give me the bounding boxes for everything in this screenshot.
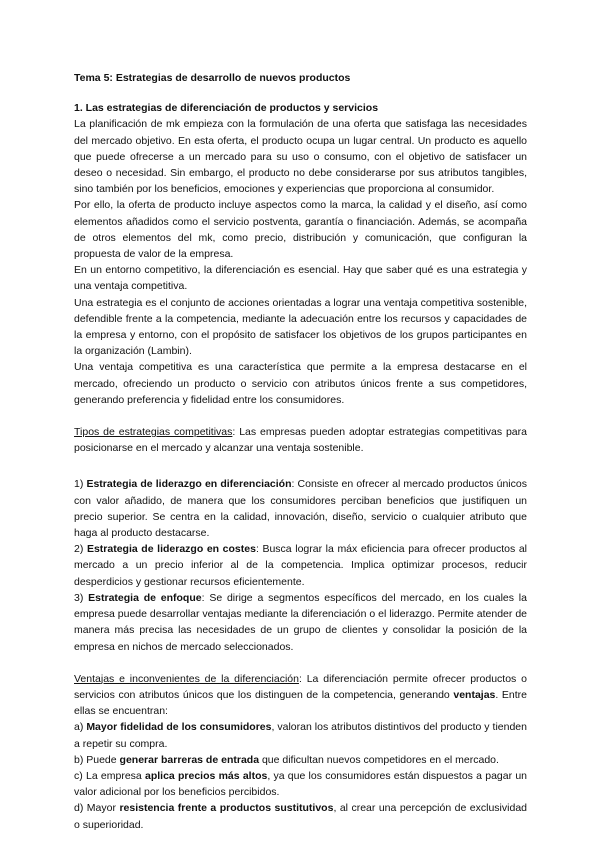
item-prefix: a)	[74, 721, 87, 734]
item-text: , valoran los atributos distintivos del producto y tienden a repetir su compra.	[74, 721, 527, 750]
estrategia-item	[74, 476, 527, 541]
paragraph-oferta: Por ello, la oferta de producto incluye aspectos como la marca, la calidad y el diseño, así como elementos añadidos como el servicio postventa, garantía o financiación. Además, se acompaña de otros elementos del mk, como precio, distribución y comunicación, que configuran la propuesta de valor de la empresa.	[74, 199, 527, 261]
section-heading: 1. Las estrategias de diferenciación de productos y servicios	[74, 102, 379, 115]
item-prefix: d) Mayor	[74, 802, 120, 815]
tipos-text: : Las empresas pueden adoptar estrategias competitivas para posicionarse en el mercado y alcanzar una ventaja sostenible.	[74, 426, 527, 455]
ventaja-item	[74, 800, 527, 832]
ventajas-bold: ventajas	[453, 688, 496, 701]
item-title: Estrategia de liderazgo en costes	[86, 543, 256, 556]
ventajas-text-after: . Entre ellas se encuentran:	[74, 688, 528, 718]
paragraph-estrategia: Una estrategia es el conjunto de acciones orientadas a lograr una ventaja competitiva sostenible, defendible frente a la competencia, mediante la adecuación entre los recursos y capacidades de la empresa y entorno, con el propósito de satisfacer los objetivos de los grupos participantes en la organización (Lambin).	[74, 296, 527, 358]
item-text: : Busca lograr la máx eficiencia para ofrecer productos al mercado a un precio inferior al de la competencia. Implica optimizar procesos, reducir desperdicios y gestionar recursos eficientemente.	[74, 543, 527, 588]
ventaja-item	[74, 768, 527, 800]
ventajas-label: Ventajas e inconvenientes de la diferenciación	[74, 672, 299, 685]
paragraph-diferenciacion: En un entorno competitivo, la diferenciación es esencial. Hay que saber qué es una estrategia y una ventaja competitiva.	[74, 264, 527, 293]
item-number: 2)	[74, 543, 87, 556]
item-text: que dificultan nuevos competidores en el mercado.	[259, 753, 499, 766]
paragraph-tipos	[74, 424, 527, 456]
paragraph-ventaja-competitiva: Una ventaja competitiva es una característica que permite a la empresa destacarse en el mercado, ofreciendo un producto o servicio con atributos únicos frente a sus competidores, generando preferencia y fidelidad entre los consumidores.	[74, 361, 527, 406]
estrategia-item	[74, 590, 527, 655]
item-title: Estrategia de enfoque	[88, 591, 202, 604]
item-title: Estrategia de liderazgo en diferenciación	[86, 478, 292, 491]
item-title: generar barreras de entrada	[119, 753, 260, 766]
item-text: : Se dirige a segmentos específicos del mercado, en los cuales la empresa puede desarrollar ventajas mediante la diferenciación o el liderazgo. Permite atender de manera más precisa las necesidades de un grupo de clientes y consolidar la posición de la empresa en nichos de mercado seleccionados.	[74, 591, 527, 653]
paragraph-planificacion: La planificación de mk empieza con la formulación de una oferta que satisfaga las necesidades del mercado objetivo. En esta oferta, el producto ocupa un lugar central. Un producto es aquello que puede ofrecerse a un mercado para su uso o consumo, con el objetivo de satisfacer un deseo o necesidad. Sin embargo, el producto no debe considerarse por sus atributos tangibles, sino también por los beneficios, emociones y experiencias que proporciona al consumidor.	[74, 118, 527, 196]
item-prefix: b) Puede	[74, 753, 120, 766]
ventaja-item	[74, 719, 527, 751]
estrategia-item	[74, 541, 527, 590]
item-title: aplica precios más altos	[144, 769, 268, 782]
item-title: resistencia frente a productos sustitutivos	[119, 802, 334, 815]
item-text: : Consiste en ofrecer al mercado productos únicos con valor añadido, de manera que los consumidores perciban beneficios que justifiquen un precio superior. Se centra en la calidad, innovación, diseño, servicio o cualquier atributo que haga al producto destacarse.	[74, 478, 527, 540]
tipos-label: Tipos de estrategias competitivas	[74, 426, 233, 439]
item-prefix: c) La empresa	[74, 769, 145, 782]
item-text: , al crear una percepción de exclusividad o superioridad.	[74, 802, 527, 831]
item-title: Mayor fidelidad de los consumidores	[86, 721, 272, 734]
ventajas-text: : La diferenciación permite ofrecer productos o servicios con atributos únicos que los distinguen de la competencia, generando	[74, 672, 527, 701]
item-number: 1)	[74, 478, 87, 491]
item-text: , ya que los consumidores están dispuestos a pagar un valor adicional por los beneficios percibidos.	[74, 769, 527, 799]
item-number: 3)	[74, 591, 89, 604]
ventaja-item	[74, 752, 527, 768]
document-title: Tema 5: Estrategias de desarrollo de nuevos productos	[74, 72, 351, 84]
paragraph-ventajas	[74, 671, 527, 720]
